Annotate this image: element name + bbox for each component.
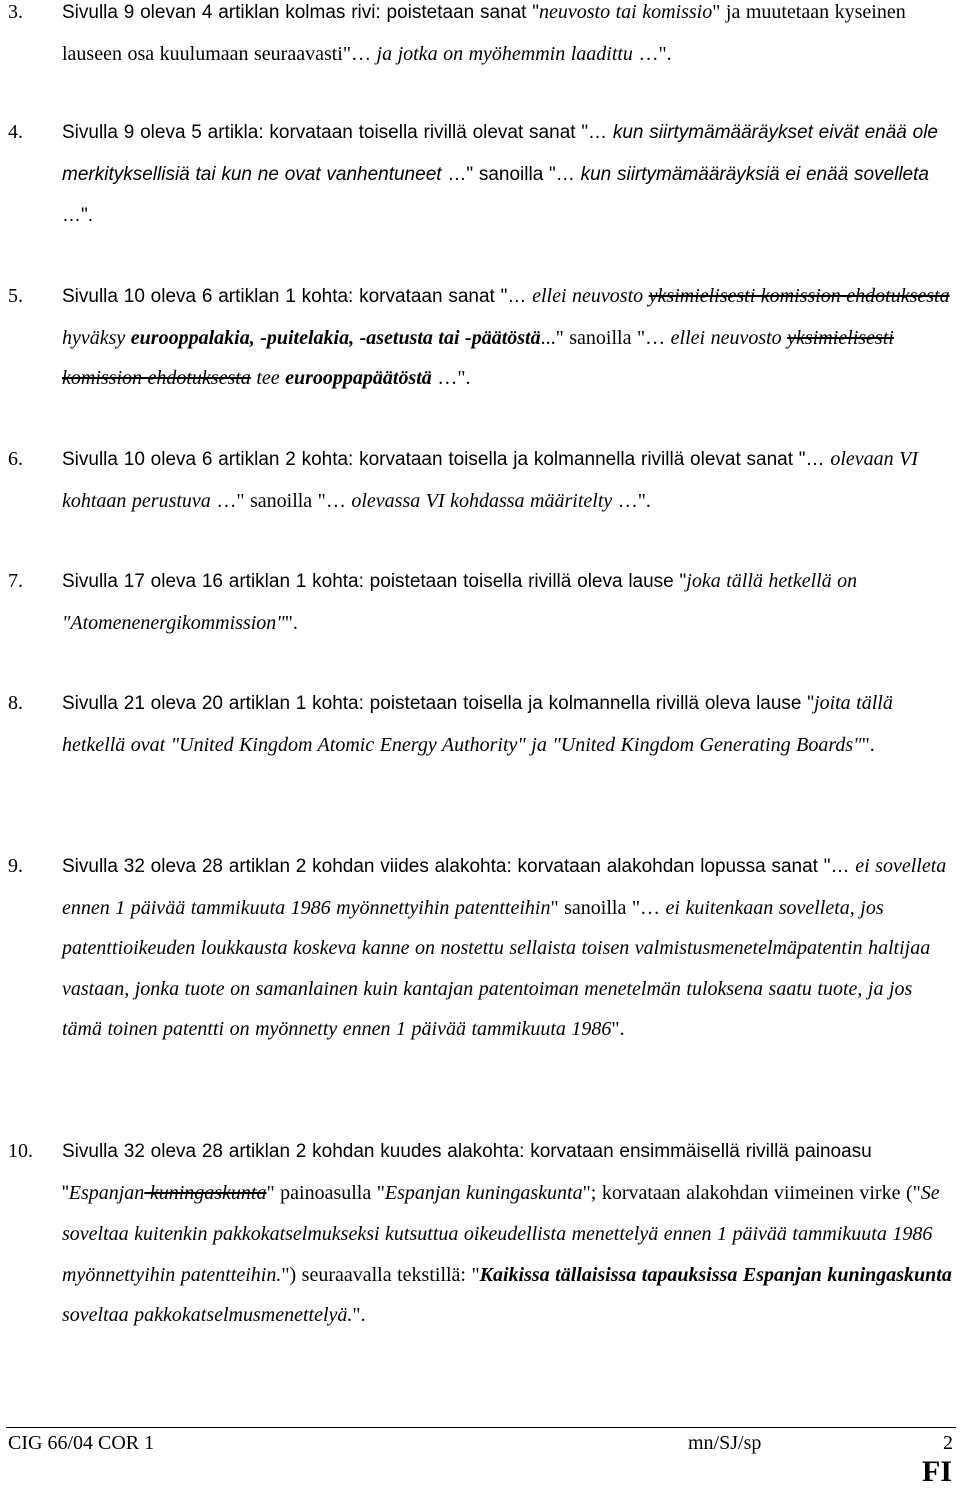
item-number: 6.	[8, 448, 23, 470]
item-number: 5.	[8, 285, 23, 307]
footer-divider	[6, 1427, 956, 1428]
text-run: hyväksy	[62, 326, 131, 349]
amendment-item	[8, 561, 953, 643]
text-run: olevaan VI kohtaan perustuva	[62, 448, 919, 512]
text-run: ei kuitenkaan sovelleta, jos patenttioikeuden loukkausta koskeva kanne on nostettu sellaista toisen valmistusmenetelmäpatentin haltijaa vastaan, jonka tuote on samanlainen kuin kantajan patentoiman menetelmän tuloksena saatu tuote, ja jos tämä toinen patentti on myönnetty ennen 1 päivää tammikuuta 1986	[62, 896, 931, 1040]
text-run: ".	[861, 733, 875, 756]
item-text	[62, 683, 953, 765]
amendment-item	[8, 0, 953, 74]
text-run: ellei neuvosto	[670, 326, 788, 349]
text-run: ei sovelleta ennen 1 päivää tammikuuta 1986 myönnettyihin patentteihin	[62, 855, 947, 919]
text-run: " ja muutetaan kyseinen lauseen osa kuulumaan seuraavasti"…	[62, 1, 906, 65]
text-run: Sivulla 9 olevan 4 artiklan kolmas rivi: poistetaan sanat "	[62, 2, 539, 23]
text-run: …" sanoilla "…	[441, 163, 581, 185]
text-run: kun siirtymämääräykset eivät enää ole merkityksellisiä tai kun ne ovat vanhentuneet	[62, 122, 938, 185]
text-run: Sivulla 32 oleva 28 artiklan 2 kohdan viides alakohta: korvataan alakohdan lopussa sanat "…	[62, 856, 856, 877]
item-number: 8.	[8, 692, 23, 714]
text-run: tee	[250, 367, 286, 389]
text-run: ".	[284, 611, 298, 634]
text-run: …".	[431, 367, 471, 389]
item-number: 4.	[8, 121, 23, 143]
text-run: neuvosto tai komissio	[539, 1, 713, 23]
text-run: yksimielisesti komission ehdotuksesta	[62, 326, 894, 389]
amendment-item	[8, 1131, 953, 1336]
amendment-item	[8, 846, 953, 1050]
text-run: " painoasulla "	[266, 1181, 385, 1204]
text-run: "; korvataan alakohdan viimeinen virke ("	[582, 1181, 921, 1204]
text-run: ja jotka on myöhemmin laadittu	[376, 42, 633, 65]
text-run: …".	[632, 42, 672, 65]
page-footer	[8, 1432, 953, 1462]
text-run: Espanjan	[68, 1181, 145, 1204]
text-run: Sivulla 10 oleva 6 artiklan 1 kohta: korvataan sanat "…	[62, 286, 533, 307]
page-number: 2	[943, 1432, 953, 1454]
text-run: …".	[612, 489, 651, 512]
text-run: Sivulla 17 oleva 16 artiklan 1 kohta: poistetaan toisella rivillä oleva lause "	[62, 571, 687, 592]
text-run: …" sanoilla "…	[210, 489, 352, 512]
document-reference: CIG 66/04 COR 1	[8, 1432, 155, 1454]
item-number: 7.	[8, 570, 23, 592]
amendment-item	[8, 439, 953, 521]
text-run: ..." sanoilla "…	[540, 326, 671, 349]
author-initials: mn/SJ/sp	[688, 1432, 762, 1454]
item-text	[62, 0, 953, 74]
item-text	[62, 561, 953, 643]
text-run: Espanjan kuningaskunta	[384, 1181, 583, 1204]
text-run: Sivulla 10 oleva 6 artiklan 2 kohta: korvataan toisella ja kolmannella rivillä olevat sanat "…	[62, 449, 831, 470]
text-run: yksimielisesti komission ehdotuksesta	[648, 285, 950, 307]
text-run: olevassa VI kohdassa määritelty	[351, 489, 613, 512]
text-run: " sanoilla "…	[550, 896, 666, 919]
text-run: ".	[611, 1018, 625, 1040]
text-run: soveltaa pakkokatselmusmenettelyä.	[62, 1304, 353, 1326]
text-run: ".	[352, 1304, 366, 1326]
text-run: Se soveltaa kuitenkin pakkokatselmukseksi kutsuttua oikeudellista menettelyä ennen 1 päivää tammikuuta 1986 myönnettyihin patentteihin.	[62, 1181, 940, 1286]
text-run: joka tällä hetkellä on "Atomenenergikommission"	[62, 570, 858, 634]
text-run: Sivulla 21 oleva 20 artiklan 1 kohta: poistetaan toisella ja kolmannella rivillä oleva lause "	[62, 693, 815, 714]
item-number: 9.	[8, 855, 23, 877]
item-text	[62, 112, 953, 237]
text-run: Sivulla 32 oleva 28 artiklan 2 kohdan kuudes alakohta: korvataan ensimmäisellä rivillä painoasu "	[62, 1141, 872, 1204]
item-text	[62, 439, 953, 521]
item-number: 3.	[8, 1, 23, 23]
amendment-item	[8, 683, 953, 765]
text-run: ellei neuvosto	[532, 285, 649, 307]
text-run: eurooppapäätöstä	[285, 367, 432, 389]
text-run: kun siirtymämääräyksiä ei enää sovelleta	[580, 163, 929, 185]
text-run: Kaikissa tällaisissa tapauksissa Espanjan kuningaskunta	[479, 1263, 952, 1286]
language-code: FI	[922, 1455, 952, 1488]
text-run: ") seuraavalla tekstillä: "	[281, 1263, 480, 1286]
item-text	[62, 1131, 953, 1336]
item-number: 10.	[8, 1140, 33, 1162]
item-text	[62, 846, 953, 1050]
text-run: kuningaskunta	[144, 1181, 267, 1204]
text-run: Sivulla 9 oleva 5 artikla: korvataan toisella rivillä olevat sanat "…	[62, 122, 613, 143]
item-text	[62, 276, 953, 399]
amendment-item	[8, 276, 953, 399]
text-run: …".	[62, 205, 94, 226]
amendment-item	[8, 112, 953, 237]
text-run: joita tällä hetkellä ovat "United Kingdom Atomic Energy Authority" ja "United Kingdom Generating Boards"	[62, 692, 893, 756]
text-run: eurooppalakia, -puitelakia, -asetusta tai -päätöstä	[130, 326, 541, 349]
